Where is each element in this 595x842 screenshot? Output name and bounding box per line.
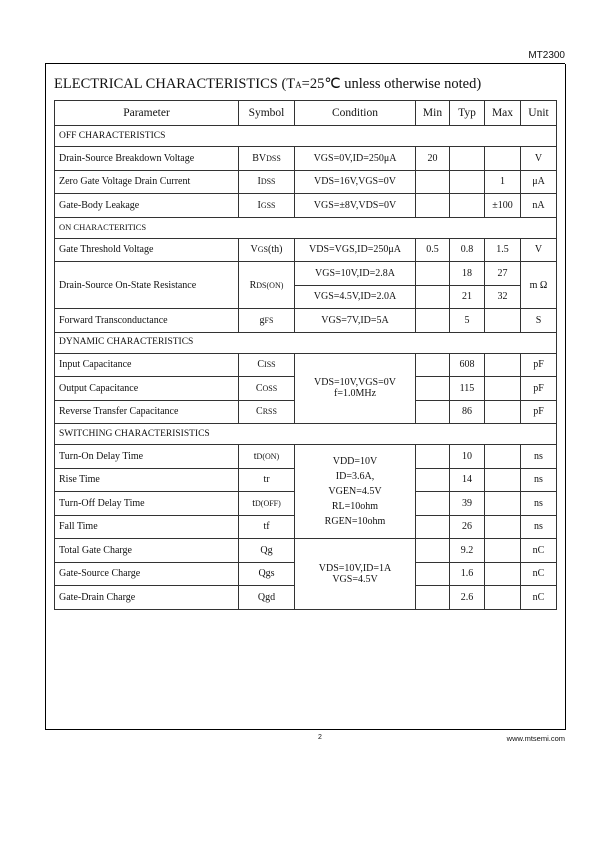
header-unit: Unit <box>521 101 557 126</box>
table-row: Reverse Transfer Capacitance CRSS 86 pF <box>55 400 557 424</box>
page-title: ELECTRICAL CHARACTERISTICS (TA=25℃ unless otherwise noted) <box>54 76 482 92</box>
table-row: Drain-Source Breakdown Voltage BVDSS VGS=0V,ID=250μA 20 V <box>55 147 557 171</box>
section-on: ON CHARACTERITICS <box>55 217 557 238</box>
table-row: Output Capacitance COSS 115 pF <box>55 377 557 401</box>
table-row: Input Capacitance CISS VDS=10V,VGS=0V f=1.0MHz 608 pF <box>55 353 557 377</box>
section-off: OFF CHARACTERISTICS <box>55 126 557 147</box>
table-row: Zero Gate Voltage Drain Current IDSS VDS=16V,VGS=0V 1 μA <box>55 170 557 194</box>
table-row: Turn-On Delay Time tD(ON) VDD=10V ID=3.6A, VGEN=4.5V RL=10ohm RGEN=10ohm 10 ns <box>55 445 557 469</box>
header-condition: Condition <box>295 101 416 126</box>
header-max: Max <box>485 101 521 126</box>
table-row: Drain-Source On-State Resistance RDS(ON) VGS=10V,ID=2.8A 18 27 m Ω <box>55 262 557 286</box>
header-parameter: Parameter <box>55 101 239 126</box>
table-row: Rise Time tr 14 ns <box>55 468 557 492</box>
header-symbol: Symbol <box>239 101 295 126</box>
table-row: Gate-Body Leakage IGSS VGS=±8V,VDS=0V ±100 nA <box>55 194 557 218</box>
table-row: Gate Threshold Voltage VGS(th) VDS=VGS,ID=250μA 0.5 0.8 1.5 V <box>55 238 557 262</box>
section-dynamic: DYNAMIC CHARACTERISTICS <box>55 332 557 353</box>
header-min: Min <box>416 101 450 126</box>
table-row: Total Gate Charge Qg VDS=10V,ID=1A VGS=4.5V 9.2 nC <box>55 539 557 563</box>
charge-condition: VDS=10V,ID=1A VGS=4.5V <box>295 539 416 610</box>
page-number: 2 <box>318 734 322 741</box>
part-number: MT2300 <box>528 50 565 61</box>
table-row: VGS=4.5V,ID=2.0A 21 32 <box>55 285 557 309</box>
table-header-row <box>55 101 557 126</box>
table-row: Fall Time tf 26 ns <box>55 515 557 539</box>
table-row: Gate-Drain Charge Qgd 2.6 nC <box>55 586 557 610</box>
table-row: Forward Transconductance gFS VGS=7V,ID=5A 5 S <box>55 309 557 333</box>
electrical-characteristics-table <box>54 100 557 610</box>
table-row: Turn-Off Delay Time tD(OFF) 39 ns <box>55 492 557 516</box>
header-typ: Typ <box>450 101 485 126</box>
website-link[interactable]: www.mtsemi.com <box>506 734 565 743</box>
switching-condition: VDD=10V ID=3.6A, VGEN=4.5V RL=10ohm RGEN=10ohm <box>295 445 416 539</box>
section-switching: SWITCHING CHARACTERISISTICS <box>55 424 557 445</box>
dynamic-condition: VDS=10V,VGS=0V f=1.0MHz <box>295 353 416 424</box>
table-row: Gate-Source Charge Qgs 1.6 nC <box>55 562 557 586</box>
